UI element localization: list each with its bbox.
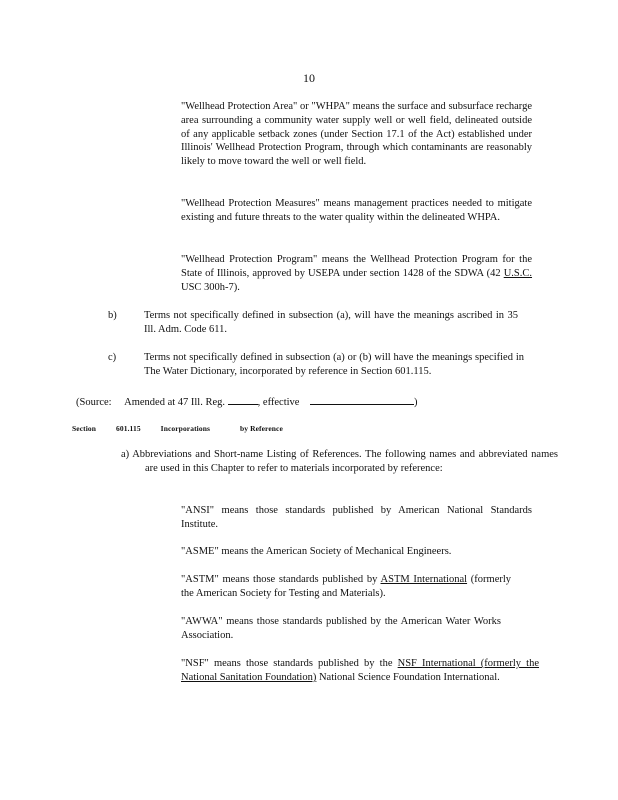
abbreviation-ansi xyxy=(181,504,532,532)
abbreviation-text: National Science Foundation International. xyxy=(318,671,500,683)
subsection-label: c) xyxy=(108,352,117,363)
abbreviation-term: "ANSI" xyxy=(181,505,215,516)
definition-whp-measures xyxy=(181,197,532,225)
abbreviation-term: "ASME" xyxy=(181,546,219,557)
abbreviation-text: means the American Society of Mechanical Engineers. xyxy=(221,546,452,557)
definition-text: means management practices needed to mitigate existing and future threats to the water quality within the delineated WHPA. xyxy=(181,198,533,223)
abbreviation-text-before: means those standards published by the xyxy=(213,658,393,669)
abbreviation-term: "AWWA" xyxy=(181,616,223,627)
definition-text: means the Wellhead Protection Program for the State of Illinois, approved by USEPA under section 1428 of the SDWA (42 xyxy=(181,254,532,279)
abbreviation-term: "NSF" xyxy=(181,658,209,669)
section-title-end: by Reference xyxy=(239,424,283,433)
abbreviation-text: means those standards published by the American Water Works Association. xyxy=(181,616,502,641)
definition-text: means the surface and subsurface recharge area surrounding a community water supply well or well field, delineated outside of any applicable setback zones (under Section 17.1 of the Act) established under Illinois' Wellhead Protection Program, through which contaminants are reasonably likely to move toward the well or well field. xyxy=(181,101,532,168)
section-label: Section xyxy=(72,424,97,433)
abbreviation-astm xyxy=(181,573,511,601)
subsection-b xyxy=(108,309,518,337)
abbreviation-nsf xyxy=(181,657,539,685)
abbreviation-underlined: ASTM International xyxy=(380,574,468,585)
section-title: Incorporations xyxy=(160,424,210,433)
section-number: 601.115 xyxy=(116,424,141,433)
abbreviation-asme xyxy=(181,545,532,559)
source-suffix: ) xyxy=(413,397,418,408)
source-prefix: (Source: xyxy=(76,397,112,408)
source-amended: Amended at 47 Ill. Reg. xyxy=(124,397,226,408)
abbreviation-text: (formerly the American Society for Testing and Materials). xyxy=(181,574,512,599)
abbreviation-text: means those standards published by American National Standards Institute. xyxy=(181,505,533,530)
source-effective: , effective xyxy=(257,397,300,408)
definition-underlined: U.S.C. xyxy=(503,267,533,279)
page-number: 10 xyxy=(303,71,315,85)
abbreviation-text-before: means those standards published by xyxy=(222,574,378,585)
definition-text-after: USC 300h-7). xyxy=(181,281,240,293)
section-heading xyxy=(72,422,332,436)
definition-whp-program xyxy=(181,253,532,294)
effective-date-blank xyxy=(310,394,414,405)
definition-whpa xyxy=(181,100,532,169)
abbreviation-underlined: NSF International (formerly the National Sanitation Foundation) xyxy=(181,658,540,683)
register-blank xyxy=(228,394,258,405)
abbreviations-intro xyxy=(121,448,558,476)
subsection-text: Terms not specifically defined in subsection (a) or (b) will have the meanings specified in The Water Dictionary, incorporated by reference in Section 601.115. xyxy=(144,352,524,377)
abbreviation-term: "ASTM" xyxy=(181,574,219,585)
subsection-c xyxy=(108,351,524,379)
definition-term: "Wellhead Protection Program" xyxy=(181,254,318,265)
definition-term: "Wellhead Protection Measures" xyxy=(181,198,320,209)
source-line xyxy=(76,394,456,410)
definition-term: "Wellhead Protection Area" or "WHPA" xyxy=(181,101,350,112)
abbreviation-awwa xyxy=(181,615,501,643)
subsection-text: Terms not specifically defined in subsection (a), will have the meanings ascribed in 35 Ill. Adm. Code 611. xyxy=(144,310,518,335)
intro-text: Abbreviations and Short-name Listing of References. The following names and abbreviated names are used in this Chapter to refer to materials incorporated by reference: xyxy=(132,449,558,474)
subsection-label: b) xyxy=(108,310,117,321)
intro-label: a) xyxy=(121,449,130,460)
